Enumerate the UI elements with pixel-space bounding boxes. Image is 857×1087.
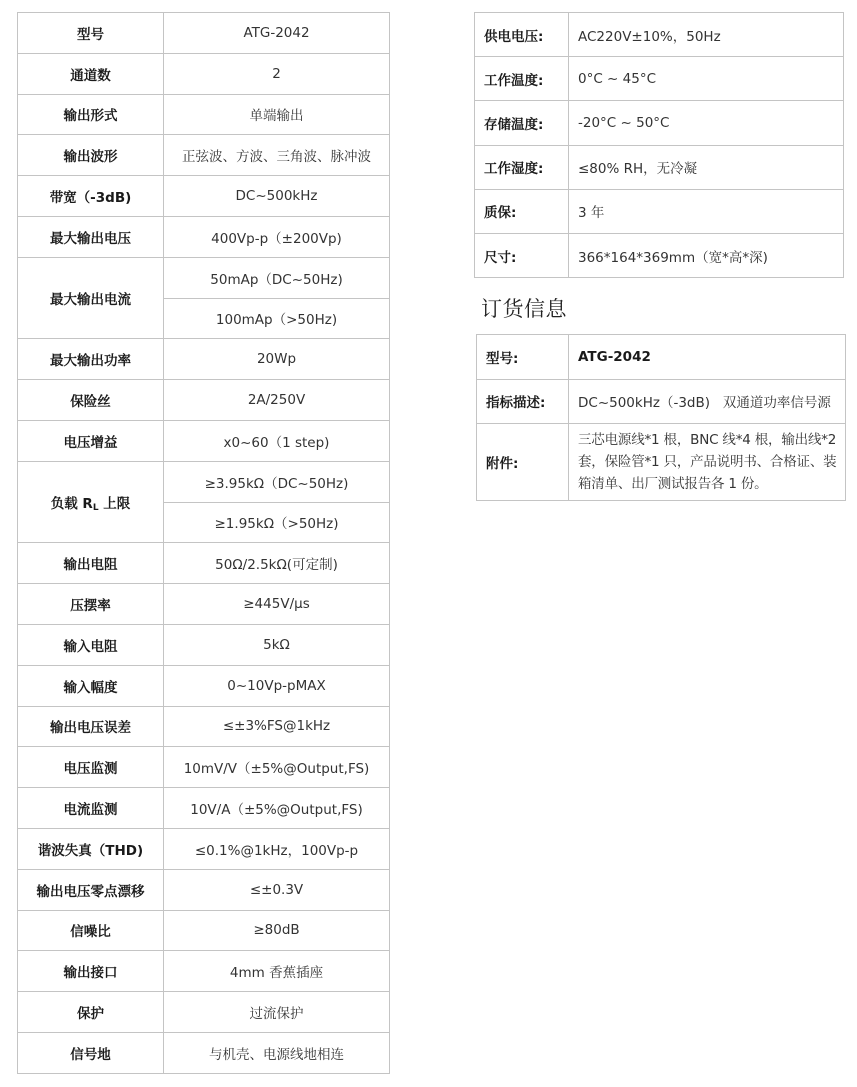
spec-label: 尺寸: [475, 233, 569, 277]
table-row [475, 233, 844, 277]
spec-value: 50mAp（DC~50Hz) [164, 257, 390, 298]
table-row [18, 135, 390, 176]
table-row [18, 706, 390, 747]
table-row [18, 339, 390, 380]
spec-value: 0~10Vp-pMAX [164, 665, 390, 706]
spec-value: 366*164*369mm（宽*高*深) [569, 233, 844, 277]
table-row [18, 828, 390, 869]
spec-value: 20Wp [164, 339, 390, 380]
spec-label: 工作湿度: [475, 145, 569, 189]
spec-label: 输出电阻 [18, 543, 164, 584]
spec-label: 最大输出电流 [18, 257, 164, 339]
table-row [18, 624, 390, 665]
table-row [18, 992, 390, 1033]
spec-label: 输出接口 [18, 951, 164, 992]
table-row [18, 869, 390, 910]
table-row [18, 216, 390, 257]
spec-value: 0°C ~ 45°C [569, 57, 844, 101]
table-row [18, 951, 390, 992]
spec-label: 保护 [18, 992, 164, 1033]
spec-label: 谐波失真（THD) [18, 828, 164, 869]
spec-value: 过流保护 [164, 992, 390, 1033]
spec-label: 压摆率 [18, 584, 164, 625]
spec-value: ≤80% RH，无冷凝 [569, 145, 844, 189]
spec-value: ≥3.95kΩ（DC~50Hz) [164, 461, 390, 502]
table-row [18, 543, 390, 584]
spec-label: 输出电压零点漂移 [18, 869, 164, 910]
table-row [18, 747, 390, 788]
spec-value: 3 年 [569, 189, 844, 233]
order-info-table [476, 334, 846, 501]
spec-label: 信噪比 [18, 910, 164, 951]
spec-value: 10V/A（±5%@Output,FS) [164, 788, 390, 829]
table-row [477, 379, 846, 424]
spec-label: 电流监测 [18, 788, 164, 829]
spec-label: 工作温度: [475, 57, 569, 101]
spec-value: ≥445V/μs [164, 584, 390, 625]
spec-label: 信号地 [18, 1032, 164, 1073]
table-row [475, 145, 844, 189]
table-row [18, 53, 390, 94]
order-label: 型号: [477, 335, 569, 380]
spec-label: 最大输出电压 [18, 216, 164, 257]
spec-label: 电压监测 [18, 747, 164, 788]
order-accessories-value: 三芯电源线*1 根，BNC 线*4 根，输出线*2 套，保险管*1 只，产品说明书、合格证、装箱清单、出厂测试报告各 1 份。 [569, 424, 846, 501]
order-description-value: DC~500kHz（-3dB) 双通道功率信号源 [569, 379, 846, 424]
spec-label: 带宽（-3dB) [18, 176, 164, 217]
spec-label: 质保: [475, 189, 569, 233]
spec-label: 输入幅度 [18, 665, 164, 706]
spec-value: 单端输出 [164, 94, 390, 135]
spec-value: x0~60（1 step) [164, 420, 390, 461]
table-row [475, 101, 844, 145]
spec-value: ≥80dB [164, 910, 390, 951]
table-row [18, 461, 390, 502]
table-row [475, 189, 844, 233]
spec-value: 10mV/V（±5%@Output,FS) [164, 747, 390, 788]
spec-label: 保险丝 [18, 380, 164, 421]
spec-table-right [474, 12, 844, 278]
spec-label: 最大输出功率 [18, 339, 164, 380]
spec-value: 100mAp（>50Hz) [164, 298, 390, 339]
spec-value: 5kΩ [164, 624, 390, 665]
order-model-value: ATG-2042 [569, 335, 846, 380]
spec-value: 4mm 香蕉插座 [164, 951, 390, 992]
table-row [477, 335, 846, 380]
table-row [475, 57, 844, 101]
spec-value: 50Ω/2.5kΩ(可定制) [164, 543, 390, 584]
order-label: 附件: [477, 424, 569, 501]
table-row [18, 584, 390, 625]
table-row [18, 420, 390, 461]
spec-value: ≤0.1%@1kHz，100Vp-p [164, 828, 390, 869]
table-row [18, 1032, 390, 1073]
spec-value: ≤±3%FS@1kHz [164, 706, 390, 747]
spec-table-left [17, 12, 390, 1074]
spec-label: 存储温度: [475, 101, 569, 145]
table-row [475, 13, 844, 57]
spec-value: 400Vp-p（±200Vp) [164, 216, 390, 257]
label-subscript: L [92, 502, 99, 513]
table-row [18, 257, 390, 298]
spec-value: ≥1.95kΩ（>50Hz) [164, 502, 390, 543]
table-row [18, 788, 390, 829]
table-row [477, 424, 846, 501]
table-row [18, 665, 390, 706]
spec-label [18, 461, 164, 543]
spec-label: 型号 [18, 13, 164, 54]
spec-value: -20°C ~ 50°C [569, 101, 844, 145]
spec-label: 输出形式 [18, 94, 164, 135]
table-row [18, 910, 390, 951]
spec-value: ≤±0.3V [164, 869, 390, 910]
spec-label: 输出电压误差 [18, 706, 164, 747]
spec-value: ATG-2042 [164, 13, 390, 54]
label-prefix: 负载 R [50, 495, 93, 512]
spec-value: 2A/250V [164, 380, 390, 421]
order-label: 指标描述: [477, 379, 569, 424]
table-row [18, 13, 390, 54]
spec-label: 输入电阻 [18, 624, 164, 665]
spec-label: 通道数 [18, 53, 164, 94]
spec-value: AC220V±10%，50Hz [569, 13, 844, 57]
spec-label: 电压增益 [18, 420, 164, 461]
spec-label: 输出波形 [18, 135, 164, 176]
table-row [18, 176, 390, 217]
table-row [18, 380, 390, 421]
spec-value: 2 [164, 53, 390, 94]
spec-value: 与机壳、电源线地相连 [164, 1032, 390, 1073]
order-info-heading: 订货信息 [481, 297, 567, 321]
spec-value: DC~500kHz [164, 176, 390, 217]
spec-value: 正弦波、方波、三角波、脉冲波 [164, 135, 390, 176]
label-suffix: 上限 [103, 495, 131, 512]
table-row [18, 94, 390, 135]
spec-label: 供电电压: [475, 13, 569, 57]
